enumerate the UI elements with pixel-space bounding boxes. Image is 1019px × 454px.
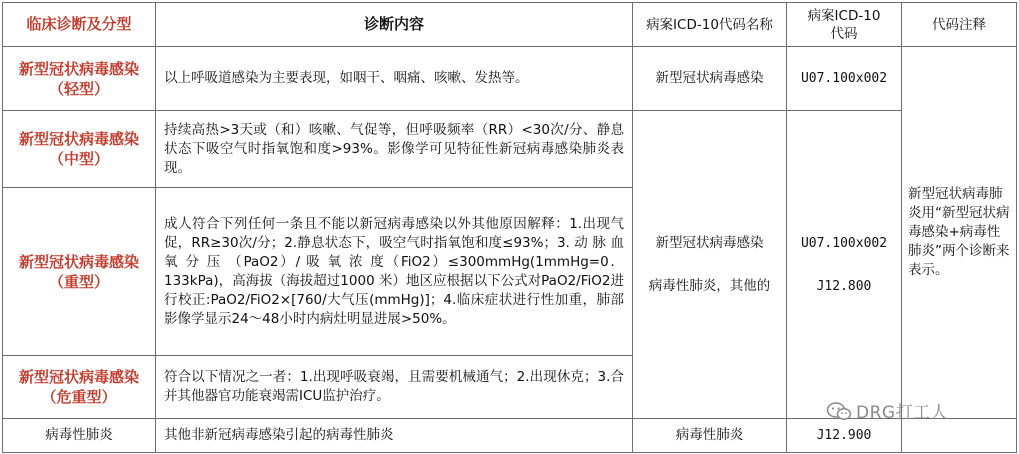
code-note-text: 新型冠状病毒肺炎用“新型冠状病毒感染+病毒性肺炎”两个诊断来表示。 [908,186,1010,278]
category-viral-pneumonia: 病毒性肺炎 [3,419,156,453]
header-code-line2: 代码 [830,25,858,42]
table-row [3,111,1017,188]
code-mild: U07.100x002 [787,47,902,111]
category-type: （重型） [48,272,109,291]
header-code-line1: 病案ICD-10 [807,7,881,24]
content-mild [156,47,633,111]
content-text: 符合以下情况之一者：1.出现呼吸衰竭，且需要机械通气；2.出现休克；3.合并其他器官功能衰竭需ICU监护治疗。 [164,369,624,404]
category-severe [3,188,156,356]
code-note [902,47,1017,419]
code-viral-pneumonia: J12.900 [787,419,902,453]
content-viral-pneumonia: 其他非新冠病毒感染引起的病毒性肺炎 [156,419,633,453]
code-merged [787,111,902,419]
content-moderate [156,111,633,188]
code-line2: J12.800 [816,278,872,294]
header-note: 代码注释 [902,3,1017,47]
category-moderate [3,111,156,188]
code-name-line1: 新型冠状病毒感染 [655,234,764,251]
content-text: 成人符合下列任何一条且不能以新冠病毒感染以外其他原因解释：1.出现气促，RR≥30次/分；2.静息状态下，吸空气时指氧饱和度≤93%；3. 动 脉 血 氧 分 压 （PaO2）/ 吸 氧 浓 度（FiO2）≤300mmHg(1mmHg=0．133kPa)，高海拔（海拔超过1000 米）地区应根据以下公式对PaO2/FiO2进行校正:PaO2/FiO2×[760/大气压(mmHg)]；4.临床症状进行性加重，肺部影像学显示24～48小时内病灶明显进展>50%。 [164,215,624,327]
content-text: 持续高热>3天或（和）咳嗽、气促等，但呼吸频率（RR）<30次/分、静息状态下吸空气时指氧饱和度>93%。影像学可见特征性新冠病毒感染肺炎表现。 [164,121,624,176]
category-type: （轻型） [48,79,109,98]
content-critical [156,356,633,419]
category-label: 新型冠状病毒感染 [18,368,139,386]
code-name-mild: 新型冠状病毒感染 [633,47,787,111]
watermark-text: DRG打工人 [856,403,949,423]
category-critical [3,356,156,419]
category-type: （中型） [48,150,109,168]
category-type: （危重型） [41,388,117,406]
diagnosis-table [2,2,1017,453]
code-name-merged [633,111,787,419]
code-name-spacer [633,253,786,277]
content-text: 以上呼吸道感染为主要表现，如咽干、咽痛、咳嗽、发热等。 [164,70,529,86]
category-mild [3,47,156,111]
header-category: 临床诊断及分型 [3,3,156,47]
content-severe [156,188,633,356]
category-label: 新型冠状病毒感染 [18,130,139,148]
table-row [3,47,1017,111]
header-content: 诊断内容 [156,3,633,47]
code-line1: U07.100x002 [800,235,888,251]
code-name-viral-pneumonia: 病毒性肺炎 [633,419,787,453]
header-code-name: 病案ICD-10代码名称 [633,3,787,47]
header-row [3,3,1017,47]
table-row [3,419,1017,453]
code-name-line2: 病毒性肺炎，其他的 [648,277,771,294]
category-label: 新型冠状病毒感染 [18,252,139,271]
note-empty [902,419,1017,453]
code-spacer [787,253,901,277]
category-label: 新型冠状病毒感染 [18,59,139,78]
header-code [787,3,902,47]
